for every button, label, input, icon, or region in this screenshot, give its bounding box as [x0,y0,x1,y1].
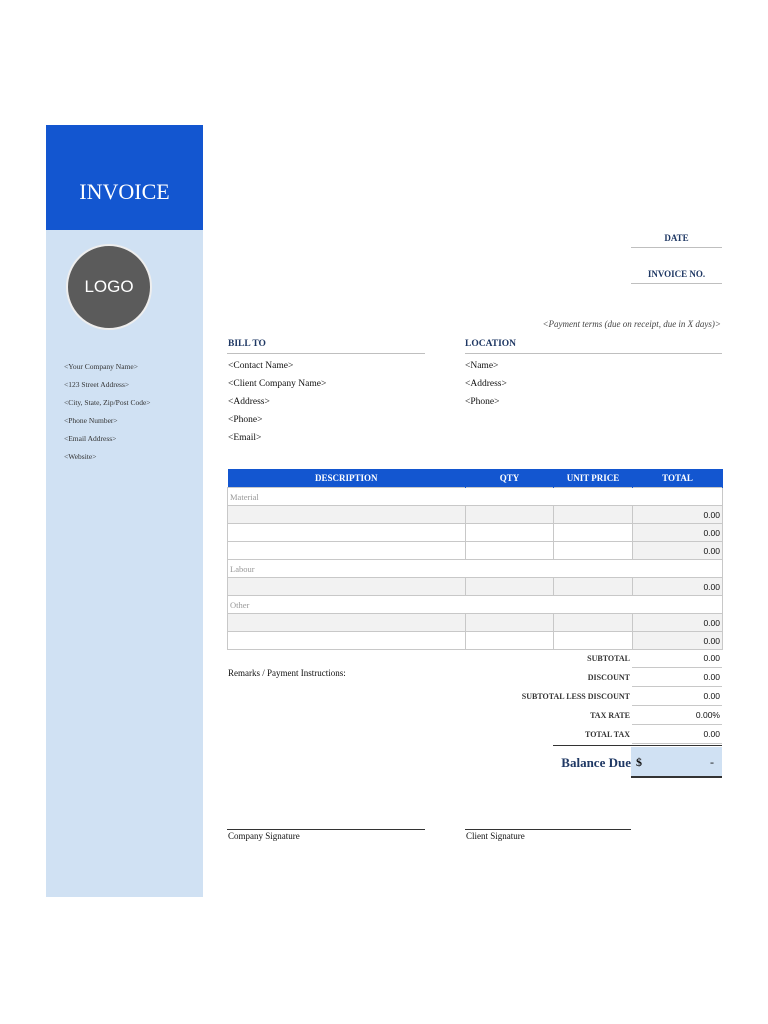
bill-to-line: <Phone> [228,415,263,425]
unit-price-cell[interactable] [554,578,633,596]
description-cell[interactable] [228,524,466,542]
company-website: <Website> [64,452,97,461]
category-row [228,488,723,506]
location-line: <Name> [465,361,499,371]
table-row [228,614,723,632]
summary-value: 0.00 [632,650,722,668]
summary-label: DISCOUNT [587,673,630,682]
description-cell[interactable] [228,578,466,596]
total-cell: 0.00 [633,524,723,542]
date-underline [631,247,722,248]
unit-price-cell[interactable] [554,632,633,650]
company-signature-line[interactable] [227,829,425,830]
table-header-row [228,469,723,488]
table-row [228,542,723,560]
summary-discount [500,669,722,688]
balance-divider [553,745,722,746]
bill-to-line: <Email> [228,433,262,443]
total-cell: 0.00 [633,578,723,596]
summary-value: 0.00 [632,688,722,706]
category-label: Material [228,488,723,506]
client-signature-label: Client Signature [466,831,525,841]
summary-label: SUBTOTAL [587,654,630,663]
company-signature-label: Company Signature [228,831,300,841]
invoice-no-underline [631,283,722,284]
summary-value[interactable]: 0.00 [632,669,722,687]
summary-label: SUBTOTAL LESS DISCOUNT [521,692,630,701]
bill-to-line: <Address> [228,397,270,407]
col-qty: QTY [466,469,554,488]
col-unit-price: UNIT PRICE [554,469,633,488]
qty-cell[interactable] [466,506,554,524]
qty-cell[interactable] [466,578,554,596]
date-label: DATE [664,233,689,243]
location-underline [465,353,722,354]
table-row [228,632,723,650]
invoice-no-label: INVOICE NO. [647,269,706,279]
location-heading: LOCATION [465,339,517,349]
category-row [228,560,723,578]
invoice-title: INVOICE [79,179,170,204]
sidebar [46,125,203,897]
description-cell[interactable] [228,506,466,524]
table-row [228,506,723,524]
summary-value: 0.00 [632,726,722,744]
company-email: <Email Address> [64,434,117,443]
total-cell: 0.00 [633,614,723,632]
summary-tax-rate [500,707,722,726]
balance-due-box [631,747,722,778]
items-table [227,469,723,650]
total-cell: 0.00 [633,632,723,650]
table-row [228,578,723,596]
company-phone: <Phone Number> [64,416,118,425]
unit-price-cell[interactable] [554,506,633,524]
bill-to-line: <Contact Name> [228,361,294,371]
category-row [228,596,723,614]
bill-to-line: <Client Company Name> [228,379,327,389]
qty-cell[interactable] [466,542,554,560]
summary-label: TAX RATE [590,711,630,720]
company-street: <123 Street Address> [64,380,130,389]
unit-price-cell[interactable] [554,614,633,632]
description-cell[interactable] [228,542,466,560]
col-description: DESCRIPTION [228,469,466,488]
company-info [64,361,199,469]
sidebar-header [46,125,203,230]
summary-subtotal [500,650,722,669]
bill-to-heading: BILL TO [228,339,266,349]
summary-subtotal-less-discount [500,688,722,707]
category-label: Labour [228,560,723,578]
category-label: Other [228,596,723,614]
company-name: <Your Company Name> [64,362,138,371]
payment-terms: <Payment terms (due on receipt, due in X days)> [542,319,721,329]
total-cell: 0.00 [633,542,723,560]
qty-cell[interactable] [466,632,554,650]
remarks-label: Remarks / Payment Instructions: [228,668,346,678]
unit-price-cell[interactable] [554,524,633,542]
location-line: <Phone> [465,397,500,407]
logo-placeholder [66,244,152,330]
bill-to-lines [228,360,326,450]
summary-label: TOTAL TAX [585,730,630,739]
location-line: <Address> [465,379,507,389]
qty-cell[interactable] [466,524,554,542]
location-lines [465,360,507,414]
balance-amount: - [710,755,714,769]
client-signature-line[interactable] [465,829,631,830]
col-total: TOTAL [633,469,723,488]
description-cell[interactable] [228,614,466,632]
balance-currency: $ [636,755,642,769]
bill-to-underline [227,353,425,354]
table-row [228,524,723,542]
balance-due-label: Balance Due [561,755,631,770]
unit-price-cell[interactable] [554,542,633,560]
logo-text: LOGO [84,277,134,296]
total-cell: 0.00 [633,506,723,524]
summary-value[interactable]: 0.00% [632,707,722,725]
qty-cell[interactable] [466,614,554,632]
description-cell[interactable] [228,632,466,650]
summary-total-tax [500,726,722,745]
company-city: <City, State, Zip/Post Code> [64,398,151,407]
